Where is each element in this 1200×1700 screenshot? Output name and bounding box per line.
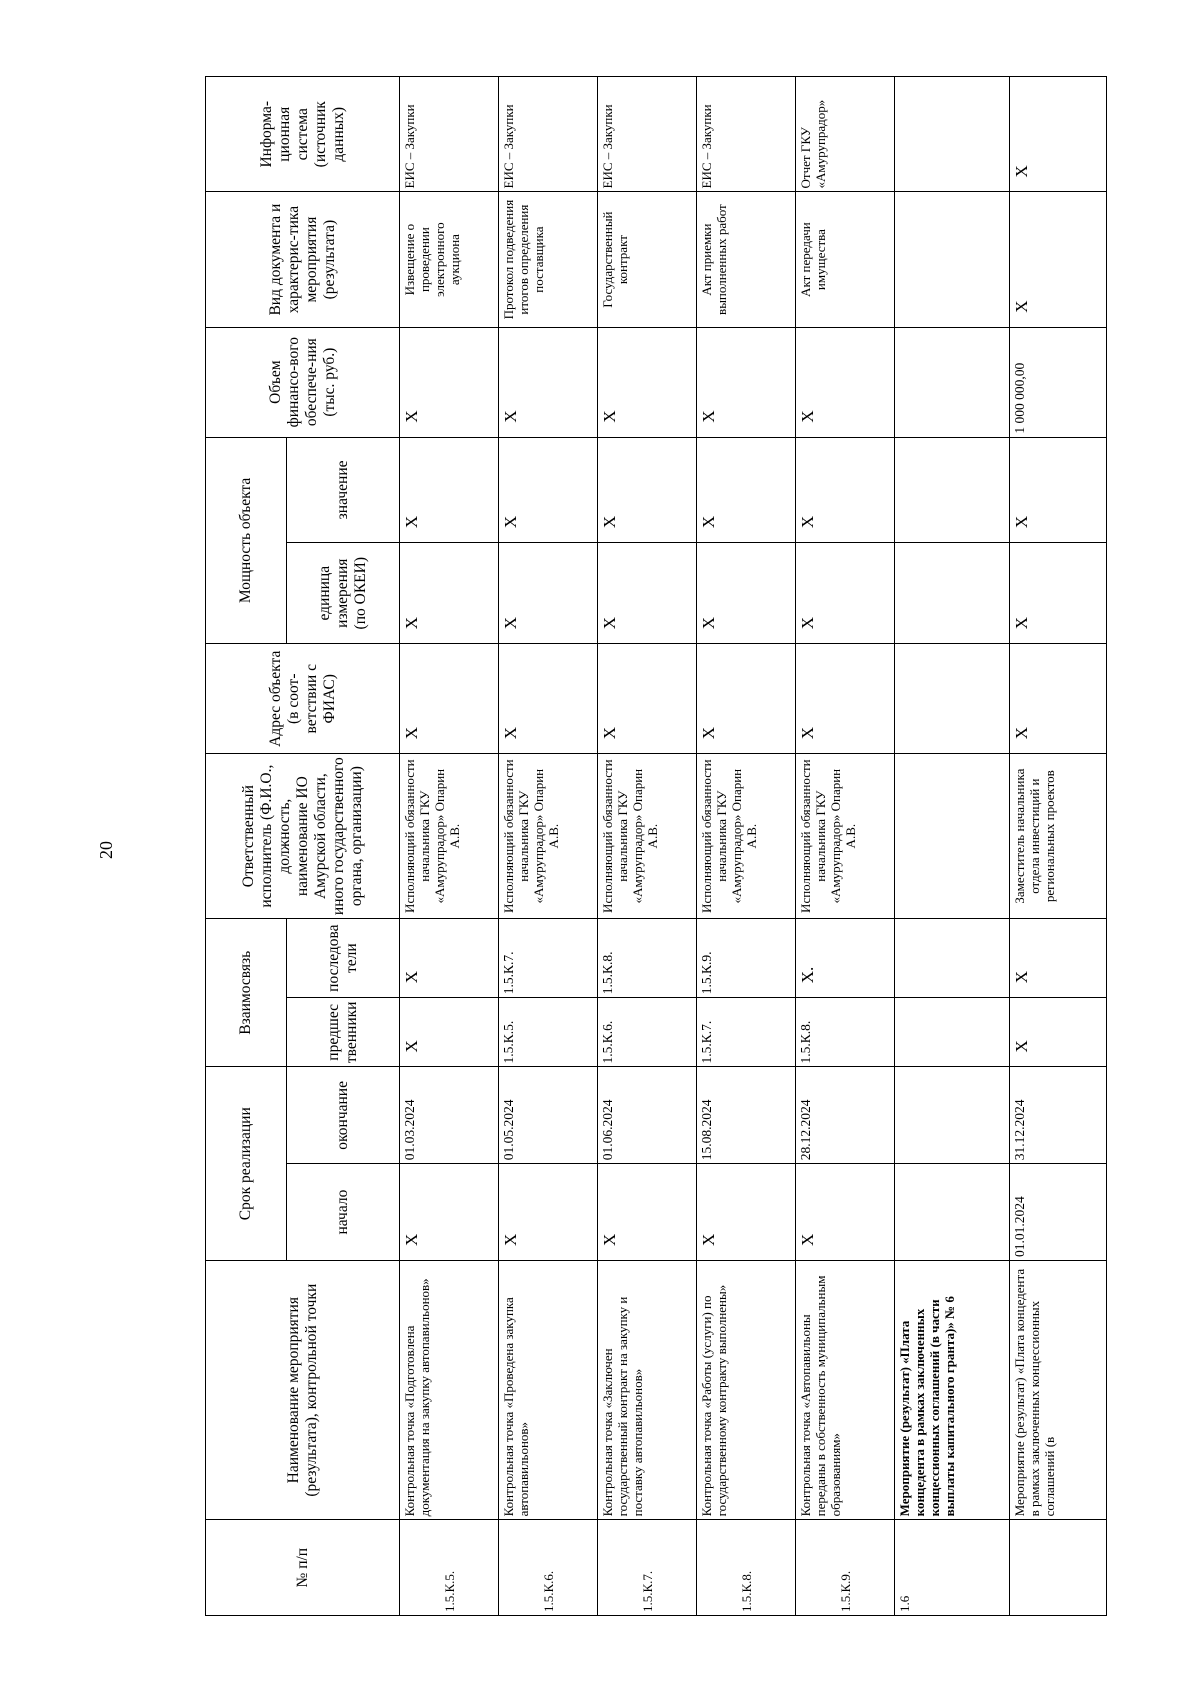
cell-prev [895, 998, 1010, 1067]
cell-doc: Протокол подведения итогов определения поставщика [499, 192, 598, 327]
cell-info: ЕИС – Закупки [499, 77, 598, 193]
cell-start: Х [598, 1164, 697, 1261]
cell-unit: Х [499, 543, 598, 644]
cell-unit: Х [697, 543, 796, 644]
cell-value: Х [400, 437, 499, 543]
table-row [598, 77, 697, 1616]
cell-finance: 1 000 000,00 [1010, 327, 1107, 437]
cell-address: Х [796, 644, 895, 754]
cell-start: 01.01.2024 [1010, 1164, 1107, 1261]
cell-next: 1.5.К.7. [499, 919, 598, 998]
header-doc: Вид документа и характерис-тика мероприятия (результата) [206, 192, 400, 327]
cell-end: 15.08.2024 [697, 1067, 796, 1164]
cell-value: Х [1010, 437, 1107, 543]
header-term-start: начало [287, 1164, 400, 1261]
cell-end [895, 1067, 1010, 1164]
cell-end: 28.12.2024 [796, 1067, 895, 1164]
cell-value [895, 437, 1010, 543]
cell-info: ЕИС – Закупки [400, 77, 499, 193]
table-row [400, 77, 499, 1616]
cell-finance: Х [697, 327, 796, 437]
rotated-table-container [205, 76, 1109, 1616]
cell-next [895, 919, 1010, 998]
cell-info: ЕИС – Закупки [697, 77, 796, 193]
cell-name: Контрольная точка «Автопавильоны переданы в собственность муниципальным образованиям» [796, 1260, 895, 1519]
header-finance: Объем финансо-вого обеспече-ния (тыс. руб.) [206, 327, 400, 437]
table-row [499, 77, 598, 1616]
cell-num [1010, 1520, 1107, 1616]
cell-info: Х [1010, 77, 1107, 193]
table-row [796, 77, 895, 1616]
cell-doc: Х [1010, 192, 1107, 327]
cell-address: Х [1010, 644, 1107, 754]
cell-value: Х [697, 437, 796, 543]
header-cap-unit: единица измерения (по ОКЕИ) [287, 543, 400, 644]
cell-num: 1.5.К.5. [400, 1520, 499, 1616]
cell-executor: Заместитель начальника отдела инвестиций и региональных проектов [1010, 754, 1107, 919]
cell-finance: Х [796, 327, 895, 437]
cell-address: Х [400, 644, 499, 754]
cell-value: Х [796, 437, 895, 543]
cell-address: Х [499, 644, 598, 754]
cell-info [895, 77, 1010, 193]
cell-prev: 1.5.К.8. [796, 998, 895, 1067]
cell-value: Х [598, 437, 697, 543]
cell-unit [895, 543, 1010, 644]
cell-num: 1.5.К.7. [598, 1520, 697, 1616]
header-term-end: окончание [287, 1067, 400, 1164]
cell-doc: Извещение о проведении электронного аукциона [400, 192, 499, 327]
cell-executor: Исполняющий обязанности начальника ГКУ «Амурупрадор» Опарин А.В. [400, 754, 499, 919]
cell-doc: Акт приемки выполненных работ [697, 192, 796, 327]
cell-finance [895, 327, 1010, 437]
cell-end: 31.12.2024 [1010, 1067, 1107, 1164]
header-info: Информа-ционная система (источник данных) [206, 77, 400, 193]
header-num: № п/п [206, 1520, 400, 1616]
header-link-prev: предшественники [287, 998, 400, 1067]
cell-start: Х [499, 1164, 598, 1261]
cell-unit: Х [796, 543, 895, 644]
cell-next: Х. [796, 919, 895, 998]
cell-prev: 1.5.К.6. [598, 998, 697, 1067]
cell-next: 1.5.К.8. [598, 919, 697, 998]
cell-executor: Исполняющий обязанности начальника ГКУ «Амурупрадор» Опарин А.В. [598, 754, 697, 919]
cell-info: Отчет ГКУ «Амурупрадор» [796, 77, 895, 193]
cell-next: Х [1010, 919, 1107, 998]
cell-start: Х [796, 1164, 895, 1261]
header-name: Наименование мероприятия (результата), контрольной точки [206, 1260, 400, 1519]
cell-finance: Х [400, 327, 499, 437]
header-link: Взаимосвязь [206, 919, 287, 1067]
cell-end: 01.05.2024 [499, 1067, 598, 1164]
header-link-next: последователи [287, 919, 400, 998]
cell-unit: Х [400, 543, 499, 644]
header-term: Срок реализации [206, 1067, 287, 1260]
table-row [697, 77, 796, 1616]
cell-executor: Исполняющий обязанности начальника ГКУ «Амурупрадор» Опарин А.В. [697, 754, 796, 919]
cell-info: ЕИС – Закупки [598, 77, 697, 193]
cell-prev: 1.5.К.7. [697, 998, 796, 1067]
table-viewport [205, 76, 1109, 1616]
cell-executor [895, 754, 1010, 919]
cell-num: 1.5.К.8. [697, 1520, 796, 1616]
cell-finance: Х [598, 327, 697, 437]
header-executor: Ответственный исполнитель (Ф.И.О., должность, наименование ИО Амурской области, иного государственного органа, организации) [206, 754, 400, 919]
cell-end: 01.03.2024 [400, 1067, 499, 1164]
header-capacity: Мощность объекта [206, 437, 287, 644]
header-cap-value: значение [287, 437, 400, 543]
cell-address: Х [598, 644, 697, 754]
cell-next: Х [400, 919, 499, 998]
cell-name: Мероприятие (результат) «Плата концедента в рамках заключенных концессионных соглашений (в части выплаты капитального гранта)» № 6 [895, 1260, 1010, 1519]
cell-doc: Акт передачи имущества [796, 192, 895, 327]
cell-next: 1.5.К.9. [697, 919, 796, 998]
cell-end: 01.06.2024 [598, 1067, 697, 1164]
cell-prev: Х [400, 998, 499, 1067]
cell-num: 1.6 [895, 1520, 1010, 1616]
cell-unit: Х [1010, 543, 1107, 644]
cell-prev: Х [1010, 998, 1107, 1067]
page-number: 20 [96, 841, 116, 859]
cell-address: Х [697, 644, 796, 754]
cell-start: Х [697, 1164, 796, 1261]
cell-name: Контрольная точка «Проведена закупка автопавильонов» [499, 1260, 598, 1519]
cell-start [895, 1164, 1010, 1261]
cell-doc: Государственный контракт [598, 192, 697, 327]
cell-executor: Исполняющий обязанности начальника ГКУ «Амурупрадор» Опарин А.В. [499, 754, 598, 919]
header-address: Адрес объекта (в соот-ветствии с ФИАС) [206, 644, 400, 754]
cell-num: 1.5.К.9. [796, 1520, 895, 1616]
cell-name: Мероприятие (результат) «Плата концедента в рамках заключенных концессионных соглашений (в [1010, 1260, 1107, 1519]
cell-num: 1.5.К.6. [499, 1520, 598, 1616]
cell-executor: Исполняющий обязанности начальника ГКУ «Амурупрадор» Опарин А.В. [796, 754, 895, 919]
cell-name: Контрольная точка «Работы (услуги) по государственному контракту выполнены» [697, 1260, 796, 1519]
table-row [895, 77, 1010, 1616]
cell-name: Контрольная точка «Подготовлена документация на закупку автопавильонов» [400, 1260, 499, 1519]
cell-doc [895, 192, 1010, 327]
events-table [205, 76, 1107, 1616]
cell-prev: 1.5.К.5. [499, 998, 598, 1067]
cell-finance: Х [499, 327, 598, 437]
cell-unit: Х [598, 543, 697, 644]
header-row-1 [206, 77, 287, 1616]
cell-name: Контрольная точка «Заключен государственный контракт на закупку и поставку автопавильонов» [598, 1260, 697, 1519]
cell-address [895, 644, 1010, 754]
cell-value: Х [499, 437, 598, 543]
cell-start: Х [400, 1164, 499, 1261]
table-row [1010, 77, 1107, 1616]
